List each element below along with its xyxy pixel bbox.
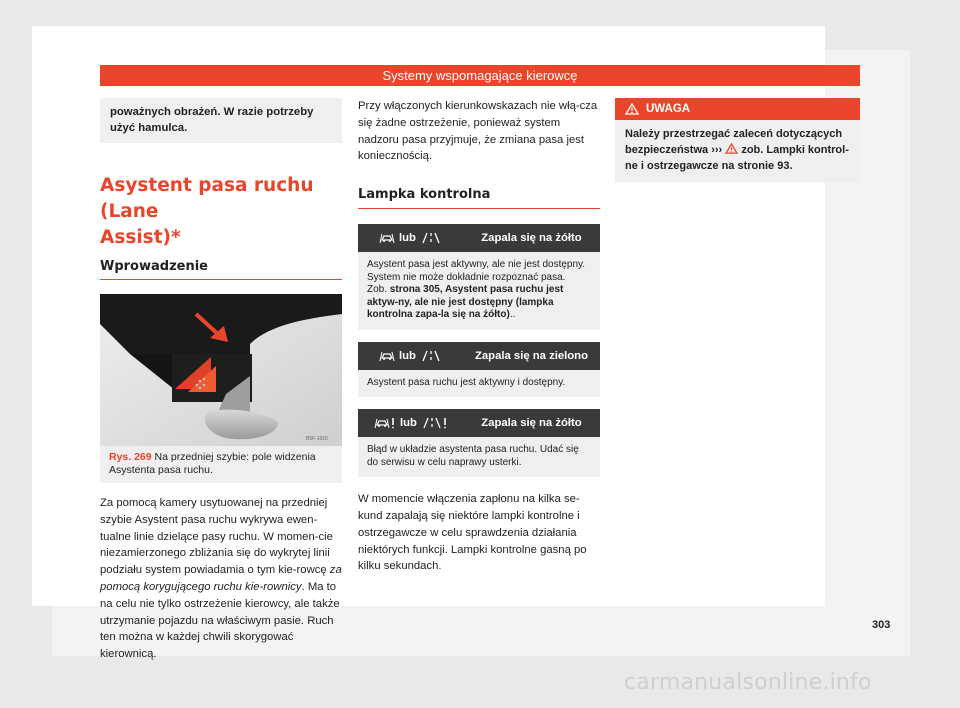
lamp-row-ref-prefix: Zob. xyxy=(367,284,390,296)
lamp-row-text: Asystent pasa jest aktywny, ale nie jest dostępny. System nie może dokładnie rozpoznać pasa. xyxy=(367,259,586,283)
warning-box-body xyxy=(615,120,860,182)
lamp-row-ref-suffix: .. xyxy=(509,309,516,321)
ignition-paragraph: W momencie włączenia zapłonu na kilka se-kund zapalają się niektóre lampki kontrolne i ostrzegawcze w celu sprawdzenia działania niektórych funkcji. Lampki kontrolne gasną po kilku sekundach. xyxy=(358,493,587,573)
lamp-row-icons xyxy=(358,224,463,252)
lamp-row-icons xyxy=(358,409,463,437)
intro-paragraph-italic: za pomocą korygującego ruchu kie-rownicy xyxy=(100,564,342,593)
lamp-or-text: lub xyxy=(400,417,417,430)
lane-car-icon xyxy=(379,232,395,244)
lamp-row-text: Błąd w układzie asystenta pasa ruchu. Udać się do serwisu w celu naprawy usterki. xyxy=(367,444,579,468)
lane-lines-error-icon xyxy=(421,417,447,429)
lamp-row-header xyxy=(358,342,600,370)
column-middle xyxy=(358,98,600,575)
intro-paragraph-b: . Ma to na celu nie tylko ostrzeżenie kierowcy, ale także utrzymanie pojazdu na właściwym pasie. Ruch ten można w każdej chwili skorygować kierownicą. xyxy=(100,580,340,661)
lamp-row-text: Asystent pasa ruchu jest aktywny i dostępny. xyxy=(367,376,566,388)
watermark: carmanualsonline.info xyxy=(624,670,872,695)
lamp-row-description xyxy=(358,252,600,330)
lamp-row-label: Zapala się na zielono xyxy=(474,349,588,362)
subsection-title: Wprowadzenie xyxy=(100,259,208,274)
lamp-row-header xyxy=(358,409,600,437)
warning-box-text: Należy przestrzegać zaleceń dotyczących bezpieczeństwa ››› xyxy=(625,128,843,156)
figure-caption xyxy=(100,446,342,483)
section-title xyxy=(100,173,342,251)
warning-triangle-icon xyxy=(625,103,639,115)
figure-windshield-camera xyxy=(100,294,342,446)
lamp-or-text: lub xyxy=(399,349,416,362)
lamp-row-label: Zapala się na żółto xyxy=(481,232,582,245)
turn-signal-paragraph: Przy włączonych kierunkowskazach nie włą-cza się żadne ostrzeżenie, ponieważ system nadzoru pasa przyjmuje, że zmiana pasa jest koniecznością. xyxy=(358,100,598,163)
section-title-line1: Asystent pasa ruchu (Lane xyxy=(100,175,314,222)
section-title-line2: Assist)* xyxy=(100,227,181,248)
subsection-divider xyxy=(100,279,342,280)
lamp-row-label: Zapala się na żółto xyxy=(481,417,582,430)
lane-car-error-icon xyxy=(374,417,396,429)
lamp-or-text: lub xyxy=(399,232,416,245)
lane-lines-icon xyxy=(420,350,442,362)
lamp-row-ref-link[interactable]: strona 305, Asystent pasa ruchu jest aktyw-ny, ale nie jest dostępny (lampka kontrolna zapa-la się na żółto) xyxy=(367,284,564,321)
lamp-row-description xyxy=(358,370,600,398)
chapter-header: Systemy wspomagające kierowcę xyxy=(100,65,860,86)
figure-caption-number: Rys. 269 xyxy=(109,451,152,463)
intro-paragraph-a: Za pomocą kamery usytuowanej na przedniej szybie Asystent pasa ruchu wykrywa ewen-tualne linie dzielące pasy ruchu. W momen-cie niezamierzonego zbliżania się do wykrytej linii podziału system powiadamia o tym kie-rowcę xyxy=(100,497,333,577)
warning-box-header xyxy=(615,98,860,120)
figure-code: B5F-1016 xyxy=(306,436,328,442)
lamp-row-icons xyxy=(358,342,463,370)
lamp-row-header xyxy=(358,224,600,252)
figure-caption-text: Na przedniej szybie: pole widzenia Asystenta pasa ruchu. xyxy=(109,451,316,476)
lamp-row-description xyxy=(358,437,600,477)
column-left xyxy=(100,98,342,663)
continued-note: poważnych obrażeń. W razie potrzeby użyć hamulca. xyxy=(100,98,342,143)
lane-lines-icon xyxy=(420,232,442,244)
warning-lamp-title: Lampka kontrolna xyxy=(358,187,491,203)
warning-box-reference[interactable]: zob. Lampki kontrol-ne i ostrzegawcze na stronie 93. xyxy=(625,144,849,172)
warning-lamp-divider xyxy=(358,208,600,209)
windshield-camera-illustration xyxy=(100,294,342,446)
column-right xyxy=(615,98,860,182)
intro-paragraph xyxy=(100,495,342,663)
warning-box-title: UWAGA xyxy=(646,103,691,115)
page-number: 303 xyxy=(872,619,891,631)
warning-triangle-icon xyxy=(725,143,738,154)
lane-car-icon xyxy=(379,350,395,362)
